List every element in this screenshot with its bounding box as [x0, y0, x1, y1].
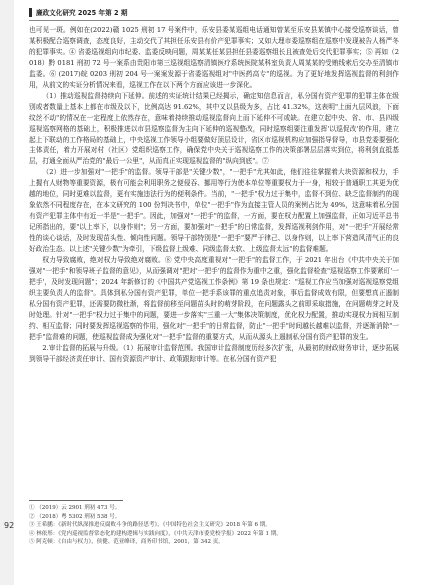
body-paragraph: 权力导致腐败，绝对权力导致绝对腐败。⑧ 党中央高度重视对"一把手"的监督工作，于 2021 年出台《中共中央关于加强对"一把手"和领导班子监督的意见》，从而强调对"把对'一把手'的监督作为重中之重，强化监督检查"巡视巡察工作要紧盯'一把手'，及时发现问题"；2024 年新修订的《中国共产党巡视工作条例》第 19 条也规定："巡视工作应当加强对巡视巡察党组织主要负责人的监督"。具体到私分国有资产犯罪，单位一把手系该罪的重点追责对象，事后监督成效有限，但要想真正遏制私分国有资产犯罪，还需要防微杜渐，将监督前移至问题苗头时的萌芽阶段，在问题露头之前即采取措施，在问题萌芽之时及时处理。针对"一把手"权力过于集中的问题，要进一步落实"三重一大"集体决策制度，优化权力配置，推动实现权力间相互制约、相互监督；同时要发挥巡视巡察的作用，强化对"一把手"的日常监督，防止"一把手"时间越长越难以监督，并逐渐消除"一把手"监督难的问题，使巡视监督成为强化对"一把手"监督的重要方式，从而从源头上遏制私分国有资产犯罪的发生。: [29, 256, 399, 341]
journal-running-title: 廉政文化研究 2025 年第 2 期: [36, 9, 128, 17]
body-paragraph: （2）进一步加强对"一把手"的监督。领导干部是"关键少数"，"一把手"尤其如此，他们往往掌握着大块资源和权力，手上握有人财物等重要资源，极有可能会利用职务之便侵吞、挪用等行为使本单位等重要权力于一身，相较于普通职工其更为优越的地位，同时更难以监督，更有实施违法行为的便利条件。当前，"一把手"权力过于集中，监督不到位、缺乏监督制约的现象依然不同程度存在，在本文研究的 100 份判决书中，单位"一把手"作为直接主管人员的案例占比为 49%，这意味着私分国有资产犯罪主体中有近一半是"一把手"。因此，加强对"一把手"的监督，一方面，要在权力配置上加强监督，正如习近平总书记所指出的，要"以上率下，以身作则"；另一方面，要加强对"一把手"的日常监督，发挥巡视利剑作用，对"一把手"开展经常性的谈心谈话，及时发现苗头性、倾向性问题。领导干部特别是"一把手"要严于律己、以身作则，以上率下营造风清气正的良好政治生态。以上述"关键少数"为牵引，下级监督上级难、同级监督太软、上级监督太远"的监督难题。: [29, 168, 399, 254]
header-marker: [29, 8, 32, 17]
page-number: 92: [4, 521, 15, 530]
footnote: ③ 王希鹏：《新时代纵深推进反腐败斗争的路径思考》，《中国特色社会主义研究》2018 年第 6 期。: [29, 522, 271, 529]
page-margin-strip: [0, 0, 14, 585]
header-rule: [29, 20, 399, 21]
footnotes: [29, 500, 399, 547]
body-paragraph: 2.审计监督的拓展与升级。（1）拓展审计监督范围。我国审计监督制度历经多次扩张，从最初的财政财务审计，逐步拓展到领导干部经济责任审计、国有资源资产审计、政策跟踪审计等。在私分国有资产犯: [29, 343, 399, 363]
footnote: ⑤ 阿克顿：《自由与权力》，侯健、范亚峰译，商务印书馆，2001，第 342 页。: [29, 539, 224, 546]
footnote: ① （2019）云 2901 刑初 473 号。: [29, 505, 121, 511]
footnote: ④ 林依彤：《党内巡视监督常态化的建构逻辑与实践向度》，《中共天津市委党校学报》2022 年第 1 期。: [29, 530, 282, 537]
footnote-rule: [29, 500, 123, 501]
body-paragraph: （1）推动巡视监督持续向下延伸。前述的实证统计结果已经揭示，确定知信息而言，私分国有资产犯罪的犯罪主体在级别或者数量上基本上都在市级及以下，比例高达 91.62%，其中又以县级为多，占比 41.32%，这表明"上面九层风浪，下面纹丝不动"的情况在一定程度上依然存在，意味着持续推动巡视监督向上而下延伸不可或缺。在建立起中央、省、市、县四级巡视巡察网格的基础上，积极推进以市县巡察监督为主向下延伸的巡视整改，同时巡察组要注重发挥'以巡促改'的作用，建立起上下联动的工作格局的基础上，中央巡视工作领导小组要做好顶层设计，省区市巡视机构应加强指导督导，市县党委要强化主体责任，着力开展对村（社区）党组织巡察工作，确保党中央关于巡视巡察工作的决策部署层层落实到位，将利剑直抵基层，打通全面从严治党的"最后一公里"，从而真正实现巡视监督的"纵向到底"。⑦: [29, 91, 399, 166]
article-body: [29, 25, 399, 365]
running-header: [29, 7, 127, 17]
footnote: ② （2018）粤 5302 刑初 538 号。: [29, 513, 121, 520]
body-paragraph: 也可见一斑。例如在(2022)赣 1025 刑初 17 号案件中，乐安县委某巡组电话通知曾某至乐安县某镇中心接受巡察谈话，曾某积极配合巡察调查，态度良好，主动交代了其担任乐安县有价产犯罪事实；又如大理市委巡察组在巡察中发现被告人杨严冬的犯罪事实。④ 省委巡视组向市纪委、监委反映问题，周某某任某县担任县委巡察组长且被查处后交代犯罪事实；⑤ 再如（2018）黔 0181 刑初 72 号一案系由贵阳市第三巡视组巡察清镇医疗系统医院某科室负责人周某某的受贿线索后交办至清镇市监委。⑥ (2017)皖 0203 刑初 204 号一案案发源于省委巡视组对"中医药高专"的巡视。为了更好地发挥巡视监督的利剑作用，从前文的实证分析情况来看，巡视工作在以下两个方面应该进一步深化。: [29, 26, 399, 89]
